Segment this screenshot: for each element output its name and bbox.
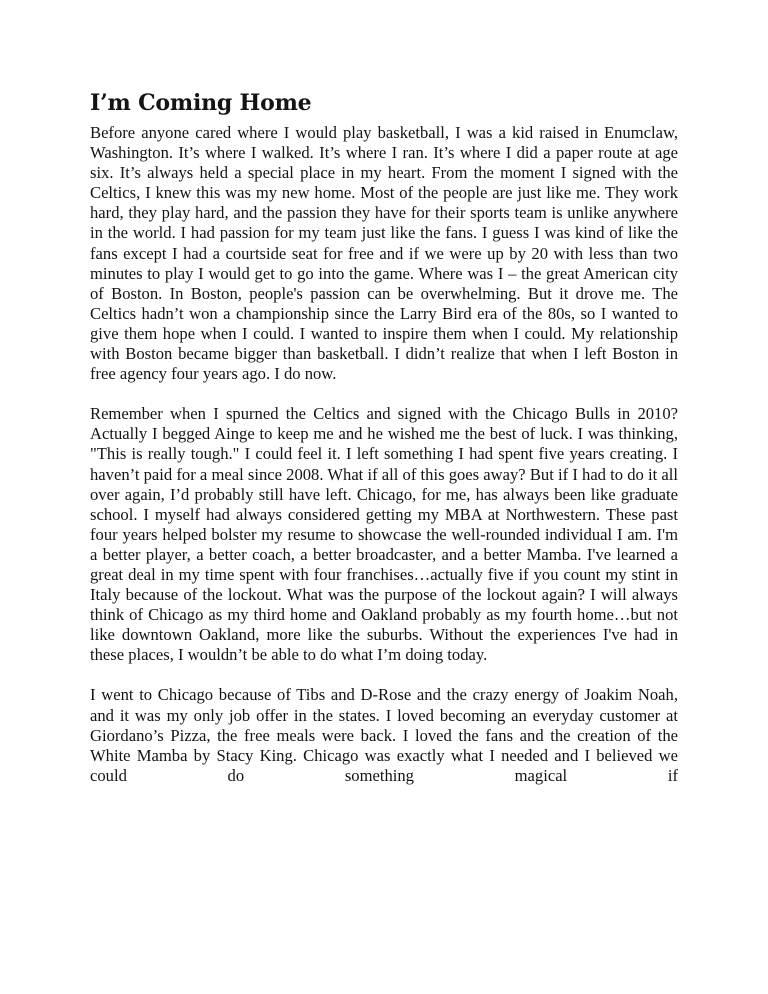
- paragraph-3: I went to Chicago because of Tibs and D-Rose and the crazy energy of Joakim Noah, and it was my only job offer in the states. I loved becoming an everyday customer at Giordano’s Pizza, the free meals were back. I loved the fans and the creation of the White Mamba by Stacy King. Chicago was exactly what I needed and I believed we could do something magical if: [90, 685, 678, 785]
- paragraph-2: Remember when I spurned the Celtics and signed with the Chicago Bulls in 2010? Actually I begged Ainge to keep me and he wished me the best of luck. I was thinking, "This is really tough." I could feel it. I left something I had spent five years creating. I haven’t paid for a meal since 2008. What if all of this goes away? But if I had to do it all over again, I’d probably still have left. Chicago, for me, has always been like graduate school. I myself had always considered getting my MBA at Northwestern. These past four years helped bolster my resume to showcase the well-rounded individual I am. I'm a better player, a better coach, a better broadcaster, and a better Mamba. I've learned a great deal in my time spent with four franchises…actually five if you count my stint in Italy because of the lockout. What was the purpose of the lockout again? I will always think of Chicago as my third home and Oakland probably as my fourth home…but not like downtown Oakland, more like the suburbs. Without the experiences I've had in these places, I wouldn’t be able to do what I’m doing today.: [90, 404, 678, 665]
- paragraph-1: Before anyone cared where I would play basketball, I was a kid raised in Enumclaw, Washington. It’s where I walked. It’s where I ran. It’s where I did a paper route at age six. It’s always held a special place in my heart. From the moment I signed with the Celtics, I knew this was my new home. Most of the people are just like me. They work hard, they play hard, and the passion they have for their sports team is unlike anywhere in the world. I had passion for my team just like the fans. I guess I was kind of like the fans except I had a courtside seat for free and if we were up by 20 with less than two minutes to play I would get to go into the game. Where was I – the great American city of Boston. In Boston, people's passion can be overwhelming. But it drove me. The Celtics hadn’t won a championship since the Larry Bird era of the 80s, so I wanted to give them hope when I could. I wanted to inspire them when I could. My relationship with Boston became bigger than basketball. I didn’t realize that when I left Boston in free agency four years ago. I do now.: [90, 123, 678, 384]
- document-page: [90, 88, 678, 786]
- document-title: I’m Coming Home: [90, 90, 312, 116]
